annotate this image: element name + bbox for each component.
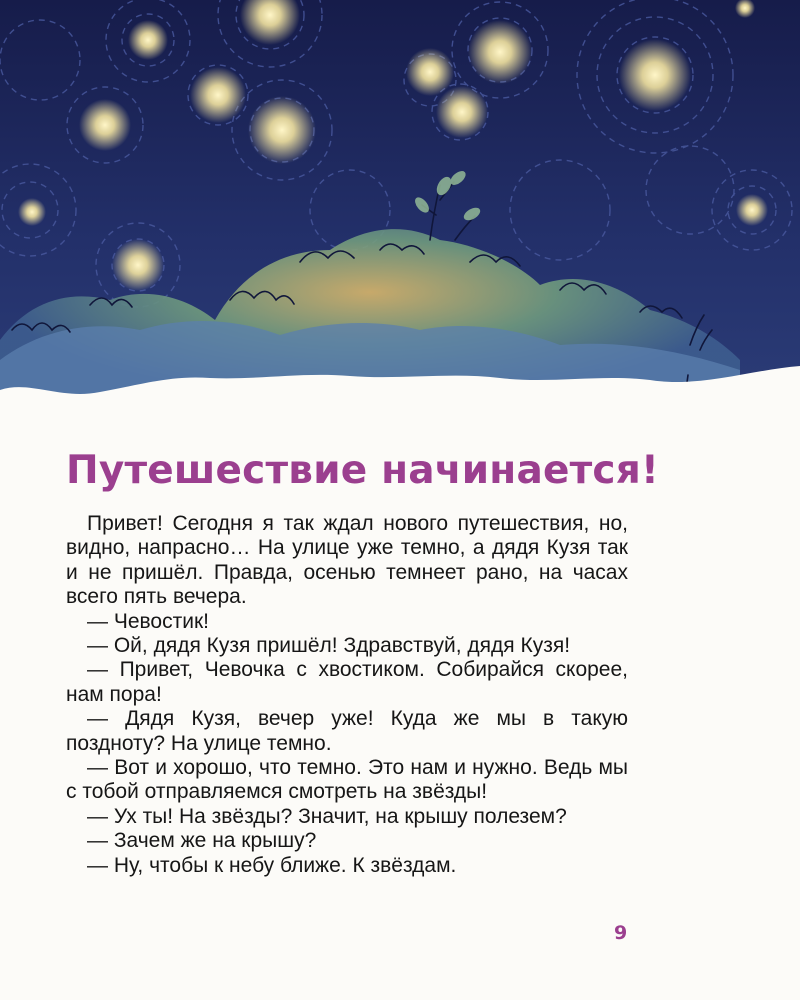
dialogue-line: — Ой, дядя Кузя пришёл! Здравствуй, дядя Кузя! [87,634,571,658]
paragraph: Привет! Сегодня я так ждал нового путешествия, но, видно, напрасно… На улице уже темно, а дядя Кузя так и не пришёл. Правда, осенью темнеет рано, на часах всего пять вечера. [66,512,628,609]
dialogue-line: — Зачем же на крышу? [87,829,317,853]
dialogue-line: — Чевостик! [87,609,209,633]
dialogue-line: — Дядя Кузя, вечер уже! Куда же мы в такую поздноту? На улице темно. [66,707,628,755]
dialogue-line: — Ух ты! На звёзды? Значит, на крышу полезем? [87,804,567,828]
page-number: 9 [614,922,628,944]
dialogue-line: — Привет, Чевочка с хвостиком. Собирайся скорее, нам пора! [66,658,628,706]
dialogue-line: — Ну, чтобы к небу ближе. К звёздам. [87,853,457,877]
story-text [66,512,628,878]
chapter-title: Путешествие начинается! [66,448,659,493]
starry-night-illustration [0,0,800,440]
dialogue-line: — Вот и хорошо, что темно. Это нам и нужно. Ведь мы с тобой отправляемся смотреть на звёзды! [66,756,628,804]
